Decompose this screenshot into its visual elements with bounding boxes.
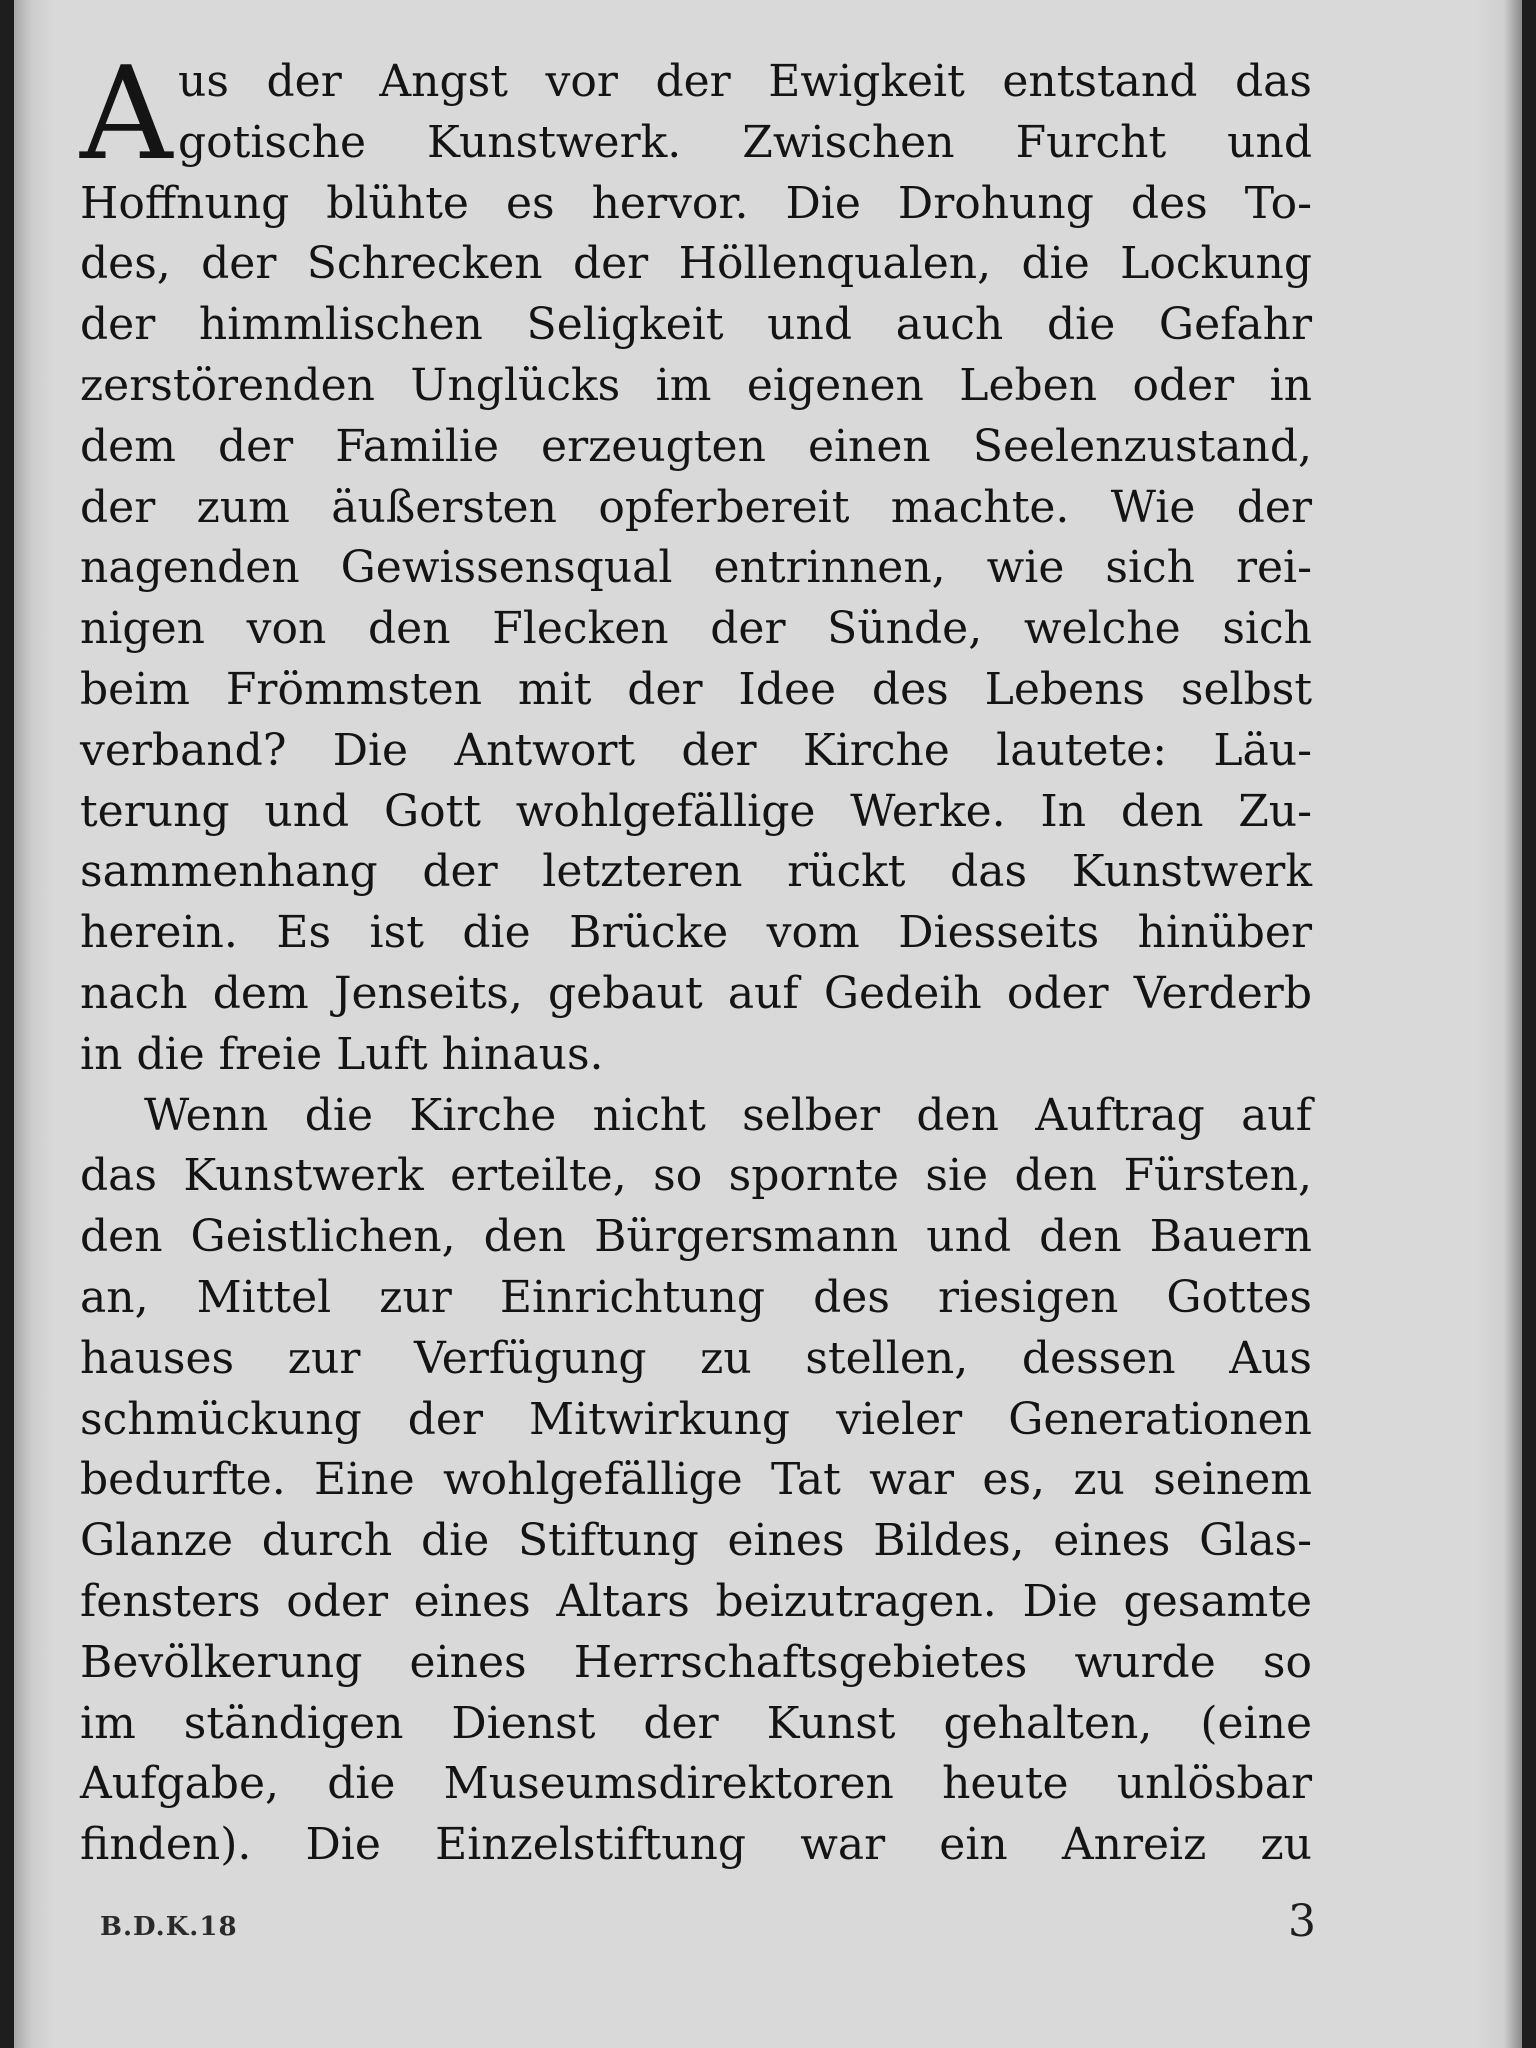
text-line: us der Angst vor der Ewigkeit entstand das [178, 56, 1312, 107]
text-line: Aufgabe, die Museumsdirektoren heute unlösbar [80, 1758, 1312, 1810]
text-line: den Geistlichen, den Bürgersmann und den Bauern [80, 1211, 1312, 1263]
text-line: hauses zur Verfügung zu stellen, dessen Aus [80, 1332, 1312, 1384]
text-line: zerstörenden Unglücks im eigenen Leben oder in [80, 359, 1312, 411]
text-line: gotische Kunstwerk. Zwischen Furcht und [178, 116, 1312, 168]
text-line: der himmlischen Seligkeit und auch die Gefahr [80, 299, 1312, 351]
text-line: in die freie Luft hinaus. [80, 1028, 604, 1080]
text-line: nigen von den Flecken der Sünde, welche sich [80, 603, 1312, 655]
text-line: bedurfte. Eine wohlgefällige Tat war es, zu seinem [80, 1454, 1312, 1506]
body-text [80, 40, 1312, 1876]
text-line: nach dem Jenseits, gebaut auf Gedeih oder Verderb [80, 967, 1312, 1019]
drop-cap: A [80, 40, 173, 189]
text-line: schmückung der Mitwirkung vieler Generationen [80, 1393, 1312, 1445]
printer-signature: B.D.K.18 [100, 1912, 238, 1942]
text-line: des, der Schrecken der Höllenqualen, die Lockung [80, 238, 1312, 290]
text-line: nagenden Gewissensqual entrinnen, wie sich rei- [80, 542, 1312, 594]
text-line: herein. Es ist die Brücke vom Diesseits hinüber [80, 907, 1312, 959]
text-line: der zum äußersten opferbereit machte. Wie der [80, 481, 1312, 533]
paragraph-1 [80, 40, 1312, 1086]
text-line: Wenn die Kirche nicht selber den Auftrag auf [144, 1089, 1312, 1141]
text-line: fensters oder eines Altars beizutragen. Die gesamte [80, 1575, 1312, 1627]
text-line: dem der Familie erzeugten einen Seelenzustand, [80, 420, 1312, 472]
text-line: finden). Die Einzelstiftung war ein Anreiz zu [80, 1819, 1312, 1871]
paragraph-2 [80, 1086, 1312, 1876]
text-line: Glanze durch die Stiftung eines Bildes, eines Glas- [80, 1515, 1312, 1567]
text-line: das Kunstwerk erteilte, so spornte sie den Fürsten, [80, 1150, 1312, 1202]
text-line: terung und Gott wohlgefällige Werke. In den Zu- [80, 785, 1312, 837]
text-line: sammenhang der letzteren rückt das Kunstwerk [80, 846, 1312, 898]
page-number: 3 [1288, 1896, 1316, 1947]
text-line: an, Mittel zur Einrichtung des riesigen Gottes [80, 1271, 1312, 1323]
text-line: Hoffnung blühte es hervor. Die Drohung des To- [80, 177, 1312, 229]
text-line: im ständigen Dienst der Kunst gehalten, (eine [80, 1697, 1312, 1749]
text-line: verband? Die Antwort der Kirche lautete: Läu- [80, 724, 1312, 776]
book-page [14, 0, 1522, 2048]
text-line: beim Frömmsten mit der Idee des Lebens selbst [80, 663, 1312, 715]
text-line: Bevölkerung eines Herrschaftsgebietes wurde so [80, 1636, 1312, 1688]
